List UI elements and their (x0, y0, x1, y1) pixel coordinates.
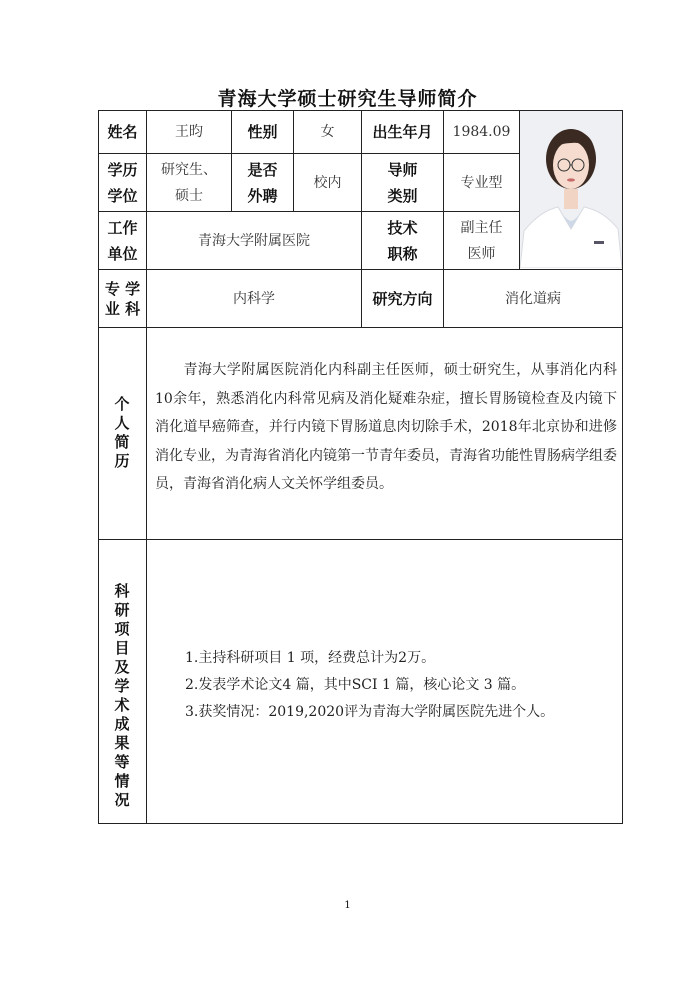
work-unit-value: 青海大学附属医院 (198, 232, 310, 249)
work-unit-label (99, 212, 146, 269)
major-label (99, 270, 146, 327)
major-label-line2: 业 科 (104, 299, 141, 318)
birth-label: 出生年月 (372, 123, 433, 141)
portrait-image (520, 111, 622, 268)
resume-paragraph: 青海大学附属医院消化内科副主任医师，硕士研究生，从事消化内科10余年，熟悉消化内科常见病及消化疑难杂症，擅长胃肠镜检查及内镜下消化道早癌筛查，并行内镜下胃肠道息肉切除手术，2018年北京协和进修消化专业，为青海省消化内镜第一节青年委员，青海省功能性胃肠病学组委员，青海省消化病人文关怀学组委员。 (155, 362, 617, 492)
professional-title-value-line1: 副主任 (460, 219, 503, 236)
advisor-type-label-line2: 类别 (387, 186, 418, 205)
work-unit-label-line2: 单位 (107, 244, 138, 263)
professional-title-value-line2: 医师 (467, 245, 496, 262)
row-divider (98, 327, 623, 328)
page-number: 1 (344, 900, 351, 911)
research-direction-label: 研究方向 (372, 289, 433, 308)
advisor-type-label (362, 154, 443, 211)
birth-value: 1984.09 (452, 124, 511, 140)
professional-title-value (444, 212, 519, 269)
professional-title-label-line2: 职称 (387, 244, 418, 263)
research-label: 科研项目及学术成果等情况 (114, 582, 130, 809)
gender-value: 女 (320, 124, 335, 140)
gender-label: 性别 (247, 123, 278, 141)
resume-label: 个人简历 (114, 395, 130, 470)
advisor-photo (520, 111, 622, 268)
list-item: 3.获奖情况：2019,2020评为青海大学附属医院先进个人。 (185, 704, 555, 720)
education-label-line1: 学历 (107, 160, 138, 179)
external-value: 校内 (313, 174, 342, 191)
professional-title-label-line1: 技术 (387, 218, 418, 237)
major-value: 内科学 (233, 290, 275, 307)
research-list (185, 645, 615, 726)
education-value (147, 154, 231, 211)
page-title: 青海大学硕士研究生导师简介 (217, 88, 478, 110)
professional-title-label (362, 212, 443, 269)
resume-text (155, 356, 617, 499)
list-item: 1.主持科研项目 1 项，经费总计为2万。 (185, 650, 436, 666)
external-label-line1: 是否 (247, 160, 278, 179)
name-value: 王昀 (175, 124, 203, 140)
research-direction-value: 消化道病 (505, 290, 561, 307)
education-label (99, 154, 146, 211)
advisor-type-value: 专业型 (460, 174, 503, 191)
advisor-type-label-line1: 导师 (387, 160, 418, 179)
external-label (232, 154, 293, 211)
list-item: 2.发表学术论文4 篇，其中SCI 1 篇，核心论文 3 篇。 (185, 677, 526, 693)
name-label: 姓名 (107, 123, 138, 141)
education-value-line2: 硕士 (175, 187, 203, 204)
row-divider (98, 539, 623, 540)
major-label-line1: 专 学 (104, 279, 141, 298)
work-unit-label-line1: 工作 (107, 218, 138, 237)
external-label-line2: 外聘 (247, 186, 278, 205)
education-label-line2: 学位 (107, 186, 138, 205)
education-value-line1: 研究生、 (161, 161, 217, 178)
